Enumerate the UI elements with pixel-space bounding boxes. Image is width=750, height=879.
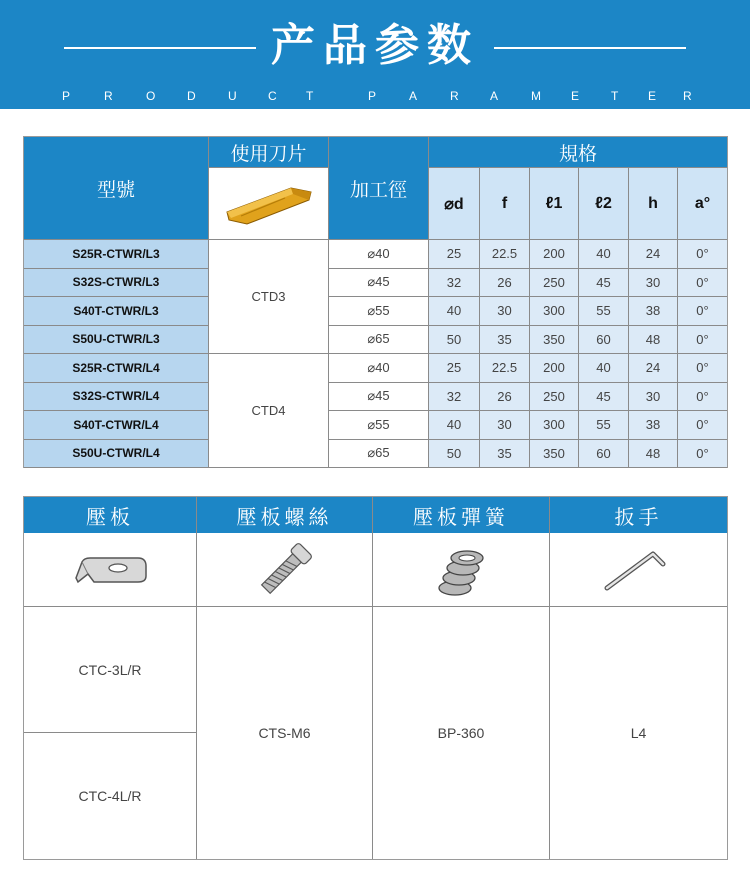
spring-icon: [429, 538, 493, 602]
insert-image-cell: [209, 168, 329, 240]
subtitle-letter: T: [611, 89, 619, 103]
spec-value-cell: 60: [579, 440, 629, 469]
insert-group-ctd4: CTD4: [209, 354, 329, 468]
spec-value-cell: 0°: [678, 354, 727, 383]
wrench-image-cell: [550, 533, 727, 607]
spec-value-cell: 30: [629, 269, 678, 298]
screw-model: CTS-M6: [197, 607, 373, 859]
subtitle-letter: A: [409, 89, 418, 103]
spec-value-cell: 200: [530, 354, 579, 383]
subtitle-letter: M: [531, 89, 541, 103]
clamp-icon: [68, 550, 152, 590]
spec-value-cell: 0°: [678, 326, 727, 355]
spec-value-cell: 26: [480, 269, 530, 298]
spec-value-cell: 38: [629, 297, 678, 326]
header-clamp-screw: 壓板螺絲: [197, 497, 373, 533]
spec-value-cell: 22.5: [480, 354, 530, 383]
model-cell: S40T-CTWR/L4: [24, 411, 209, 440]
spec-value-cell: 30: [629, 383, 678, 412]
spec-value-cell: 32: [429, 269, 480, 298]
header-wrench: 扳手: [550, 497, 727, 533]
spec-value-cell: 300: [530, 297, 579, 326]
spec-column-header: ℓ1: [530, 168, 579, 240]
spec-column-header: ℓ2: [579, 168, 629, 240]
spec-value-cell: 50: [429, 326, 480, 355]
spec-value-cell: 30: [480, 297, 530, 326]
spring-image-cell: [373, 533, 550, 607]
spec-column-header: a°: [678, 168, 727, 240]
wrench-model: L4: [630, 725, 647, 741]
spec-value-cell: 24: [629, 240, 678, 269]
subtitle-letter: A: [490, 89, 499, 103]
model-cell: S50U-CTWR/L3: [24, 326, 209, 355]
subtitle-letter: C: [268, 89, 277, 103]
subtitle-letter: T: [306, 89, 314, 103]
spec-value-cell: 350: [530, 326, 579, 355]
subtitle-letter: O: [146, 89, 156, 103]
subtitle-letter: R: [683, 89, 692, 103]
spec-value-cell: 0°: [678, 240, 727, 269]
spec-value-cell: 35: [480, 440, 530, 469]
header-clamp: 壓板: [24, 497, 197, 533]
spec-value-cell: 250: [530, 269, 579, 298]
spec-value-cell: 50: [429, 440, 480, 469]
spec-value-cell: 40: [429, 411, 480, 440]
spec-value-cell: 55: [579, 297, 629, 326]
spec-value-cell: 24: [629, 354, 678, 383]
model-cell: S50U-CTWR/L4: [24, 440, 209, 469]
page-subtitle: [0, 88, 750, 104]
header-clamp-spring: 壓板彈簧: [373, 497, 550, 533]
insert-group-ctd3: CTD3: [209, 240, 329, 354]
clamp-model-3: CTC-3L/R: [24, 607, 197, 733]
spec-value-cell: 0°: [678, 440, 727, 469]
clamp-model-4: CTC-4L/R: [24, 733, 197, 859]
diameter-cell: ⌀55: [329, 411, 429, 440]
clamp-image-cell: [24, 533, 197, 607]
spec-value-cell: 45: [579, 383, 629, 412]
parts-table: [23, 496, 728, 860]
diameter-cell: ⌀65: [329, 326, 429, 355]
subtitle-letter: R: [450, 89, 459, 103]
diameter-cell: ⌀65: [329, 440, 429, 469]
spec-value-cell: 45: [579, 269, 629, 298]
spec-value-cell: 0°: [678, 411, 727, 440]
spring-model: BP-360: [373, 607, 550, 859]
spec-value-cell: 40: [429, 297, 480, 326]
spec-value-cell: 22.5: [480, 240, 530, 269]
spec-column-header: ⌀d: [429, 168, 480, 240]
page-title: 产品参数: [271, 20, 479, 71]
model-cell: S25R-CTWR/L3: [24, 240, 209, 269]
spec-value-cell: 200: [530, 240, 579, 269]
spec-value-cell: 55: [579, 411, 629, 440]
spec-value-cell: 32: [429, 383, 480, 412]
title-rule-right: [494, 47, 686, 49]
spec-value-cell: 38: [629, 411, 678, 440]
header-spec: 規格: [429, 137, 727, 168]
diameter-cell: ⌀40: [329, 354, 429, 383]
header-diameter: 加工徑: [329, 137, 429, 240]
spec-value-cell: 48: [629, 326, 678, 355]
subtitle-letter: P: [368, 89, 377, 103]
model-cell: S32S-CTWR/L4: [24, 383, 209, 412]
insert-blade-icon: [221, 178, 317, 230]
wrench-icon: [599, 544, 679, 596]
diameter-cell: ⌀40: [329, 240, 429, 269]
spec-value-cell: 25: [429, 354, 480, 383]
spec-value-cell: 35: [480, 326, 530, 355]
subtitle-letter: R: [104, 89, 113, 103]
header-insert: 使用刀片: [209, 137, 329, 168]
spec-value-cell: 40: [579, 354, 629, 383]
spec-value-cell: 300: [530, 411, 579, 440]
spec-column-header: f: [480, 168, 530, 240]
spec-value-cell: 350: [530, 440, 579, 469]
diameter-cell: ⌀45: [329, 269, 429, 298]
spec-value-cell: 0°: [678, 383, 727, 412]
model-cell: S32S-CTWR/L3: [24, 269, 209, 298]
spec-value-cell: 40: [579, 240, 629, 269]
spec-table: [23, 136, 728, 468]
model-cell: S25R-CTWR/L4: [24, 354, 209, 383]
spec-column-header: h: [629, 168, 678, 240]
diameter-cell: ⌀45: [329, 383, 429, 412]
diameter-cell: ⌀55: [329, 297, 429, 326]
spec-value-cell: 25: [429, 240, 480, 269]
subtitle-letter: D: [187, 89, 196, 103]
subtitle-letter: U: [228, 89, 237, 103]
header-banner: [0, 0, 750, 109]
spec-value-cell: 0°: [678, 297, 727, 326]
spec-value-cell: 250: [530, 383, 579, 412]
spec-value-cell: 0°: [678, 269, 727, 298]
header-model: 型號: [24, 137, 209, 240]
screw-icon: [250, 538, 320, 602]
spec-value-cell: 60: [579, 326, 629, 355]
spec-value-cell: 48: [629, 440, 678, 469]
spec-value-cell: 30: [480, 411, 530, 440]
subtitle-letter: E: [648, 89, 657, 103]
subtitle-letter: E: [571, 89, 580, 103]
spec-value-cell: 26: [480, 383, 530, 412]
subtitle-letter: P: [62, 89, 71, 103]
model-cell: S40T-CTWR/L3: [24, 297, 209, 326]
screw-image-cell: [197, 533, 373, 607]
